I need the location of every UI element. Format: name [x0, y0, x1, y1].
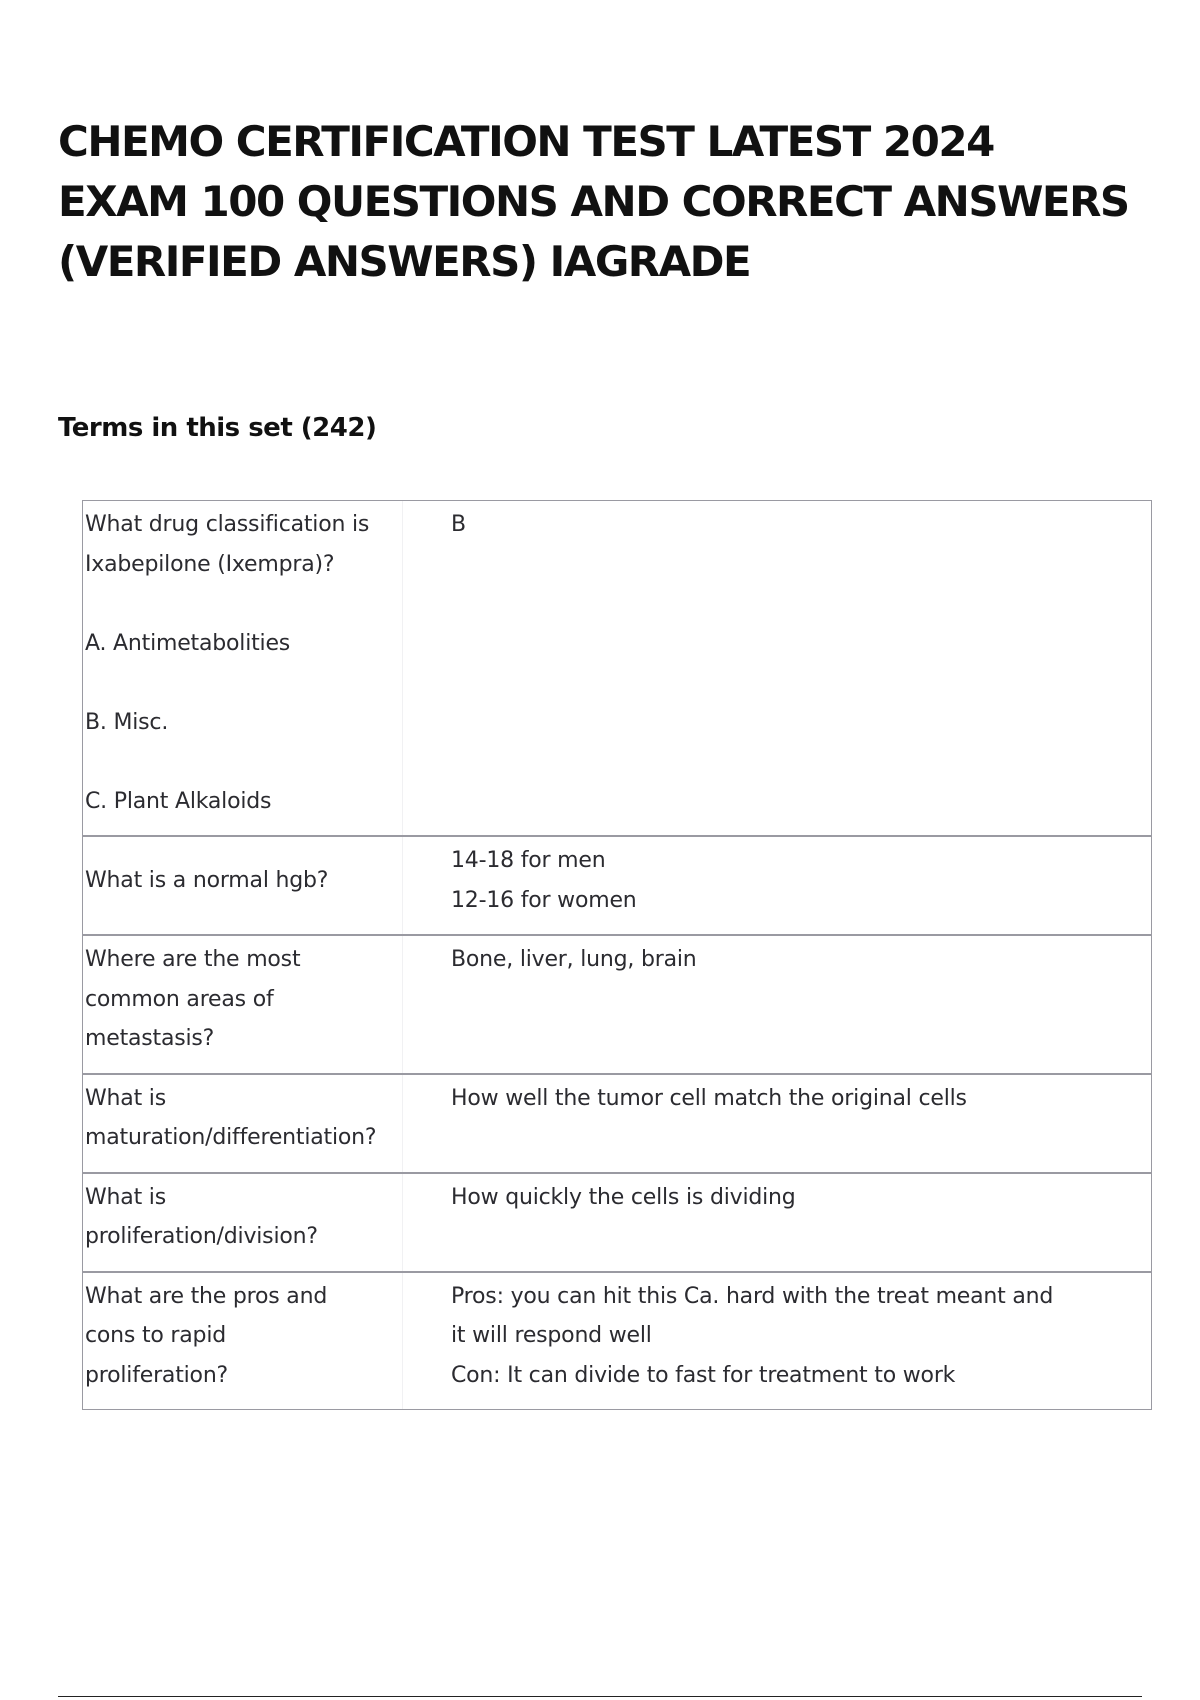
- question-line: What is: [85, 1085, 166, 1111]
- question-line: What is: [85, 1184, 166, 1210]
- answer-line: it will respond well: [451, 1323, 652, 1348]
- question-line: Ixabepilone (Ixempra)?: [85, 551, 335, 577]
- question-spacer: [85, 584, 402, 624]
- title-line-3: (VERIFIED ANSWERS) IAGRADE: [58, 237, 751, 286]
- question-line: metastasis?: [85, 1026, 215, 1051]
- terms-count-heading: Terms in this set (242): [58, 413, 377, 443]
- answer-line: Pros: you can hit this Ca. hard with the treat meant and: [451, 1283, 1054, 1309]
- question-option: C. Plant Alkaloids: [85, 788, 272, 814]
- term-answer: [403, 1174, 1151, 1271]
- term-row: [83, 934, 1151, 1073]
- answer-line: 12-16 for women: [451, 887, 637, 913]
- term-row: [83, 1073, 1151, 1172]
- term-question: [83, 1075, 403, 1172]
- answer-line: How well the tumor cell match the original cells: [451, 1085, 967, 1111]
- term-answer: [403, 1273, 1151, 1410]
- answer-line: B: [451, 512, 466, 537]
- term-row: [83, 835, 1151, 934]
- question-line: common areas of: [85, 986, 274, 1012]
- title-line-2: EXAM 100 QUESTIONS AND CORRECT ANSWERS: [58, 177, 1129, 226]
- document-title: [58, 112, 1178, 292]
- term-question: [83, 936, 403, 1073]
- term-answer: [403, 1075, 1151, 1172]
- answer-line: 14-18 for men: [451, 848, 606, 873]
- answer-line: How quickly the cells is dividing: [451, 1184, 796, 1210]
- question-line: cons to rapid: [85, 1323, 227, 1348]
- question-line: What are the pros and: [85, 1283, 328, 1309]
- footer-divider: [58, 1696, 1142, 1697]
- term-answer: [403, 501, 1151, 835]
- answer-line: Con: It can divide to fast for treatment to work: [451, 1362, 956, 1388]
- title-line-1: CHEMO CERTIFICATION TEST LATEST 2024: [58, 117, 994, 166]
- term-question: [83, 1174, 403, 1271]
- question-line: What drug classification is: [85, 512, 370, 537]
- term-answer: [403, 936, 1151, 1073]
- question-option: A. Antimetabolities: [85, 630, 291, 656]
- question-line: proliferation?: [85, 1362, 229, 1388]
- term-row: [83, 1271, 1151, 1410]
- term-question: [83, 501, 403, 835]
- answer-line: Bone, liver, lung, brain: [451, 947, 697, 972]
- term-row: [83, 1172, 1151, 1271]
- question-line: maturation/differentiation?: [85, 1125, 377, 1150]
- question-line: What is a normal hgb?: [85, 867, 329, 893]
- terms-table: [82, 500, 1152, 1410]
- term-question: [83, 1273, 403, 1410]
- question-line: Where are the most: [85, 947, 301, 972]
- term-question: [83, 837, 403, 934]
- question-spacer: [85, 663, 402, 703]
- term-answer: [403, 837, 1151, 934]
- question-spacer: [85, 742, 402, 782]
- question-line: proliferation/division?: [85, 1224, 318, 1249]
- question-option: B. Misc.: [85, 709, 169, 735]
- term-row: [83, 501, 1151, 835]
